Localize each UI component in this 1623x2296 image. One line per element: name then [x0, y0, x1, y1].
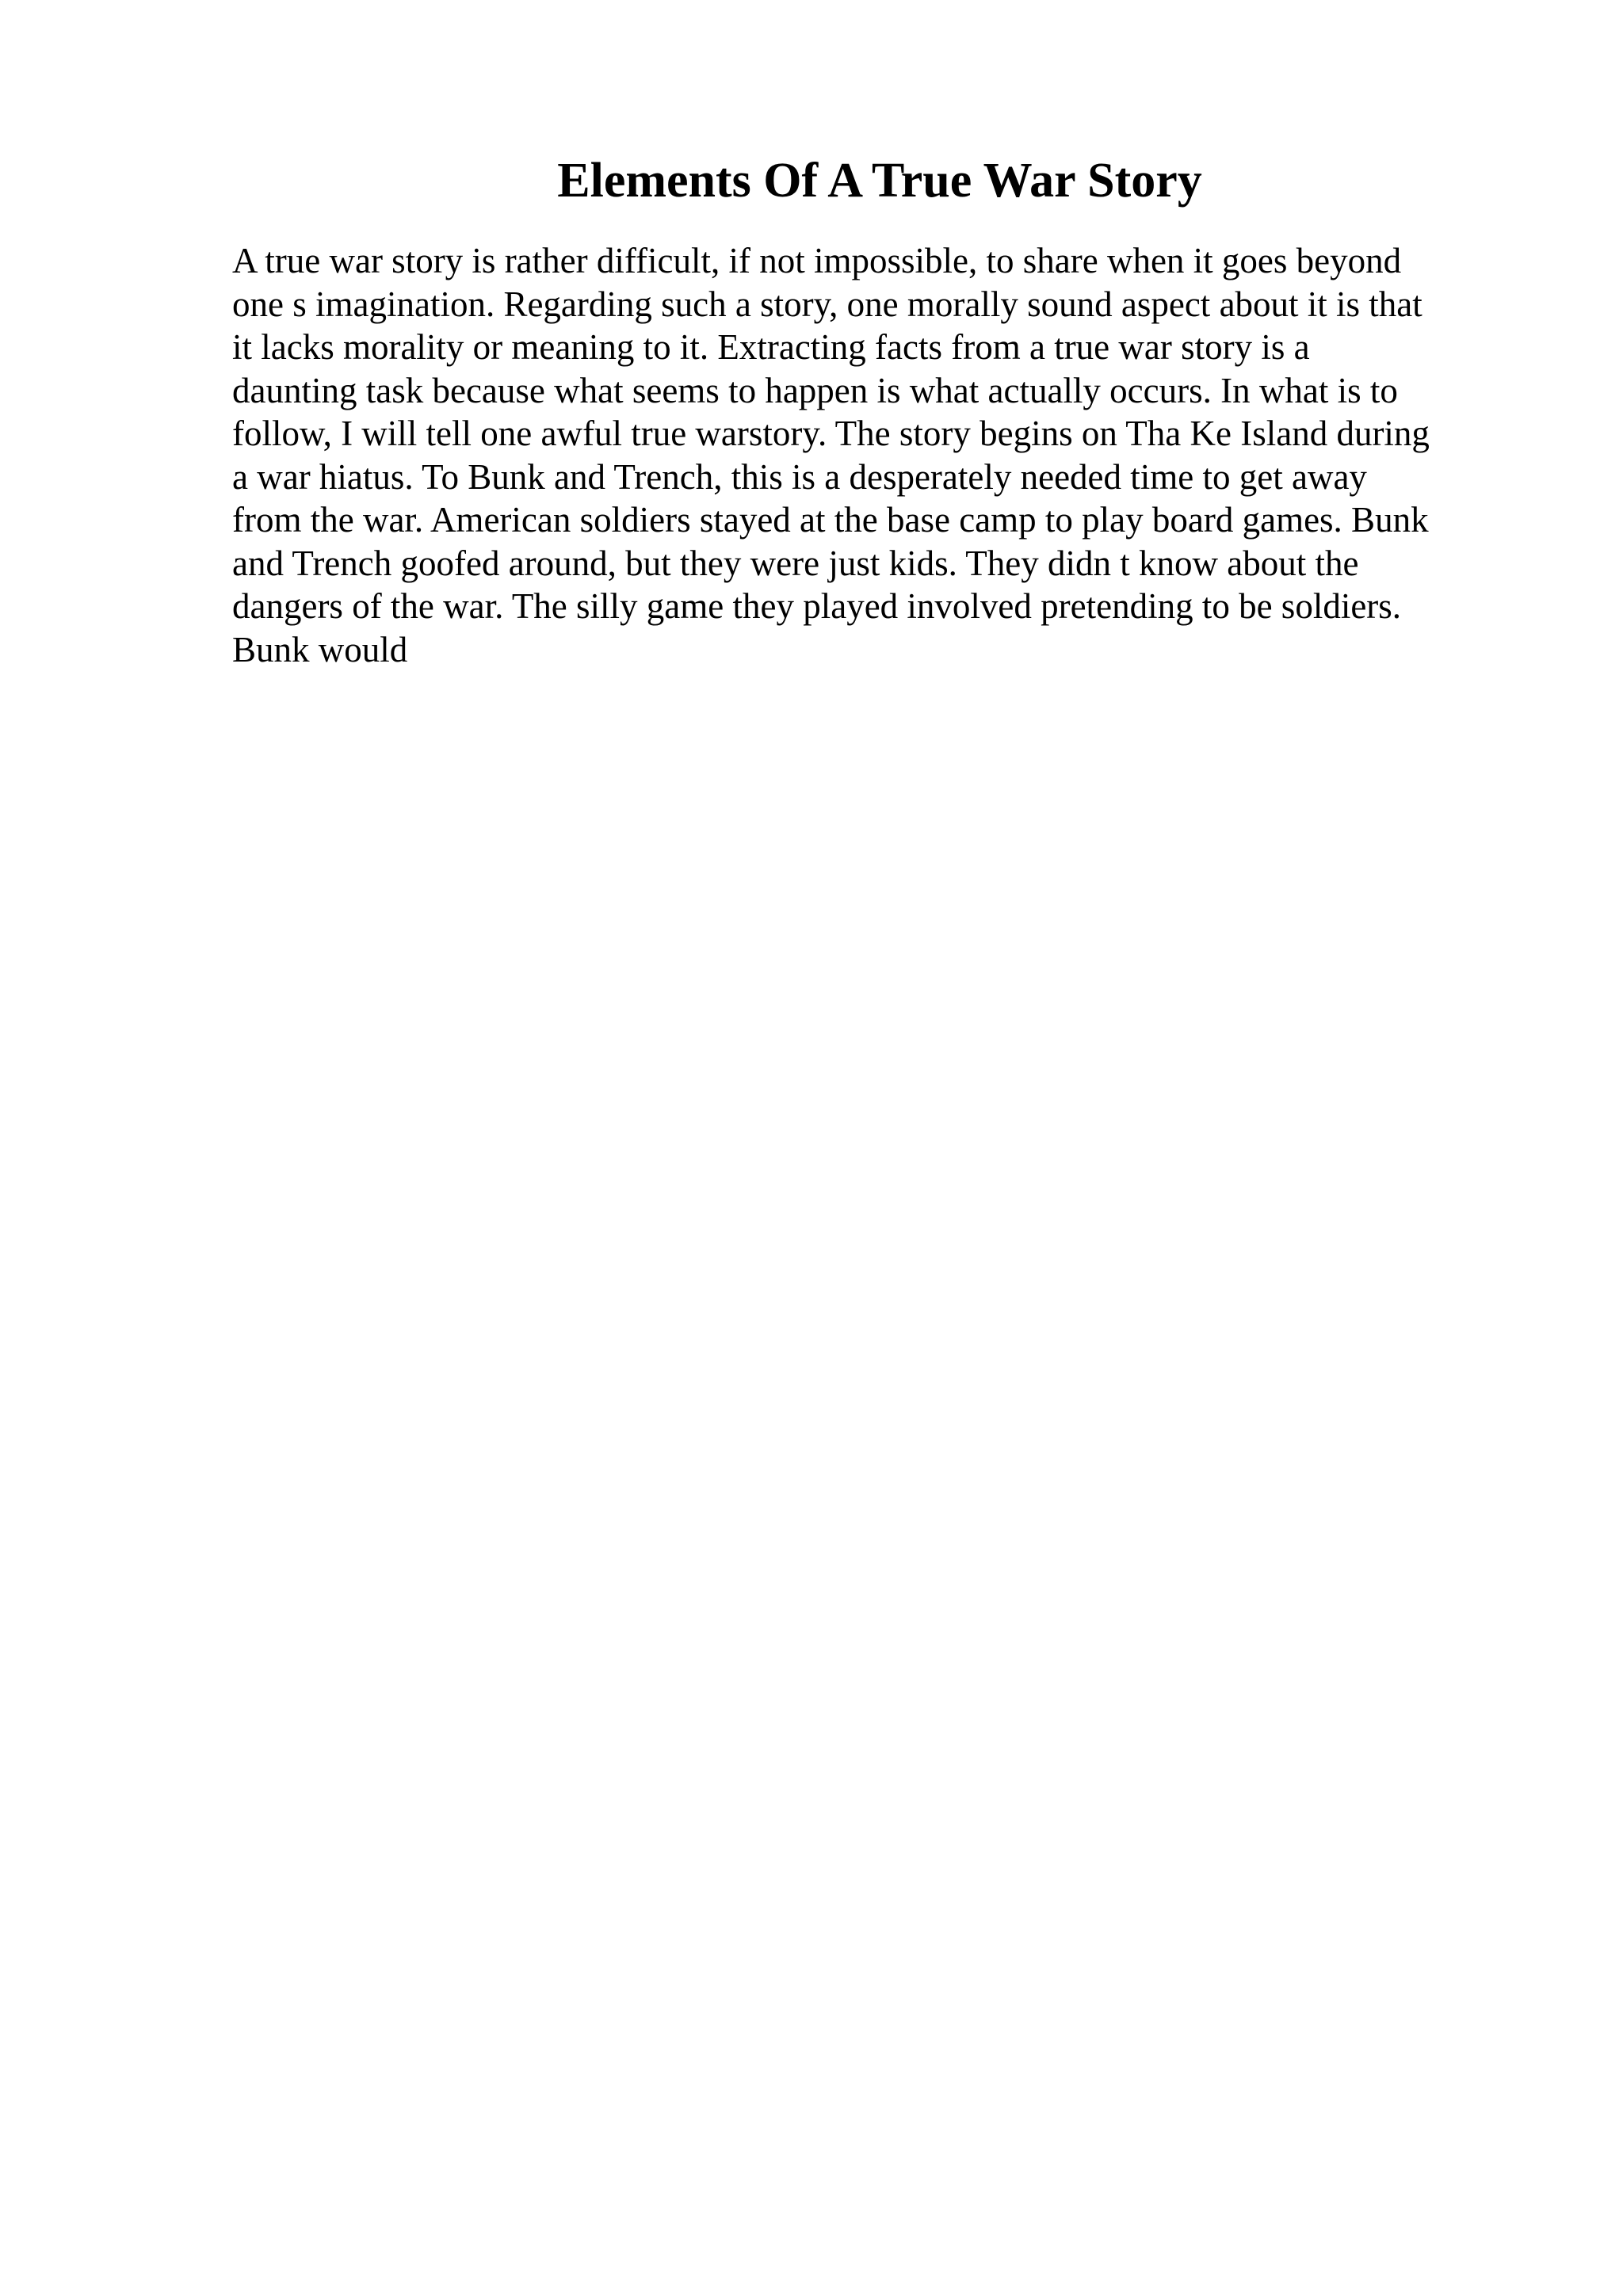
- body-line: follow, I will tell one awful true warstory. The story begins on Tha Ke Island during: [232, 414, 1430, 453]
- body-line: one s imagination. Regarding such a story, one morally sound aspect about it is that: [232, 284, 1423, 324]
- document-title: Elements Of A True War Story: [557, 154, 1202, 208]
- body-line: a war hiatus. To Bunk and Trench, this is a desperately needed time to get away: [232, 456, 1367, 497]
- body-line: A true war story is rather difficult, if not impossible, to share when it goes beyond: [232, 241, 1402, 280]
- document-body: [232, 239, 1516, 671]
- body-line: daunting task because what seems to happen is what actually occurs. In what is to: [232, 370, 1398, 410]
- body-line: dangers of the war. The silly game they played involved pretending to be soldiers.: [232, 586, 1402, 626]
- body-line: Bunk would: [232, 629, 408, 669]
- body-line: from the war. American soldiers stayed at the base camp to play board games. Bunk: [232, 500, 1429, 540]
- body-line: and Trench goofed around, but they were just kids. They didn t know about the: [232, 543, 1359, 583]
- body-line: it lacks morality or meaning to it. Extracting facts from a true war story is a: [232, 327, 1310, 367]
